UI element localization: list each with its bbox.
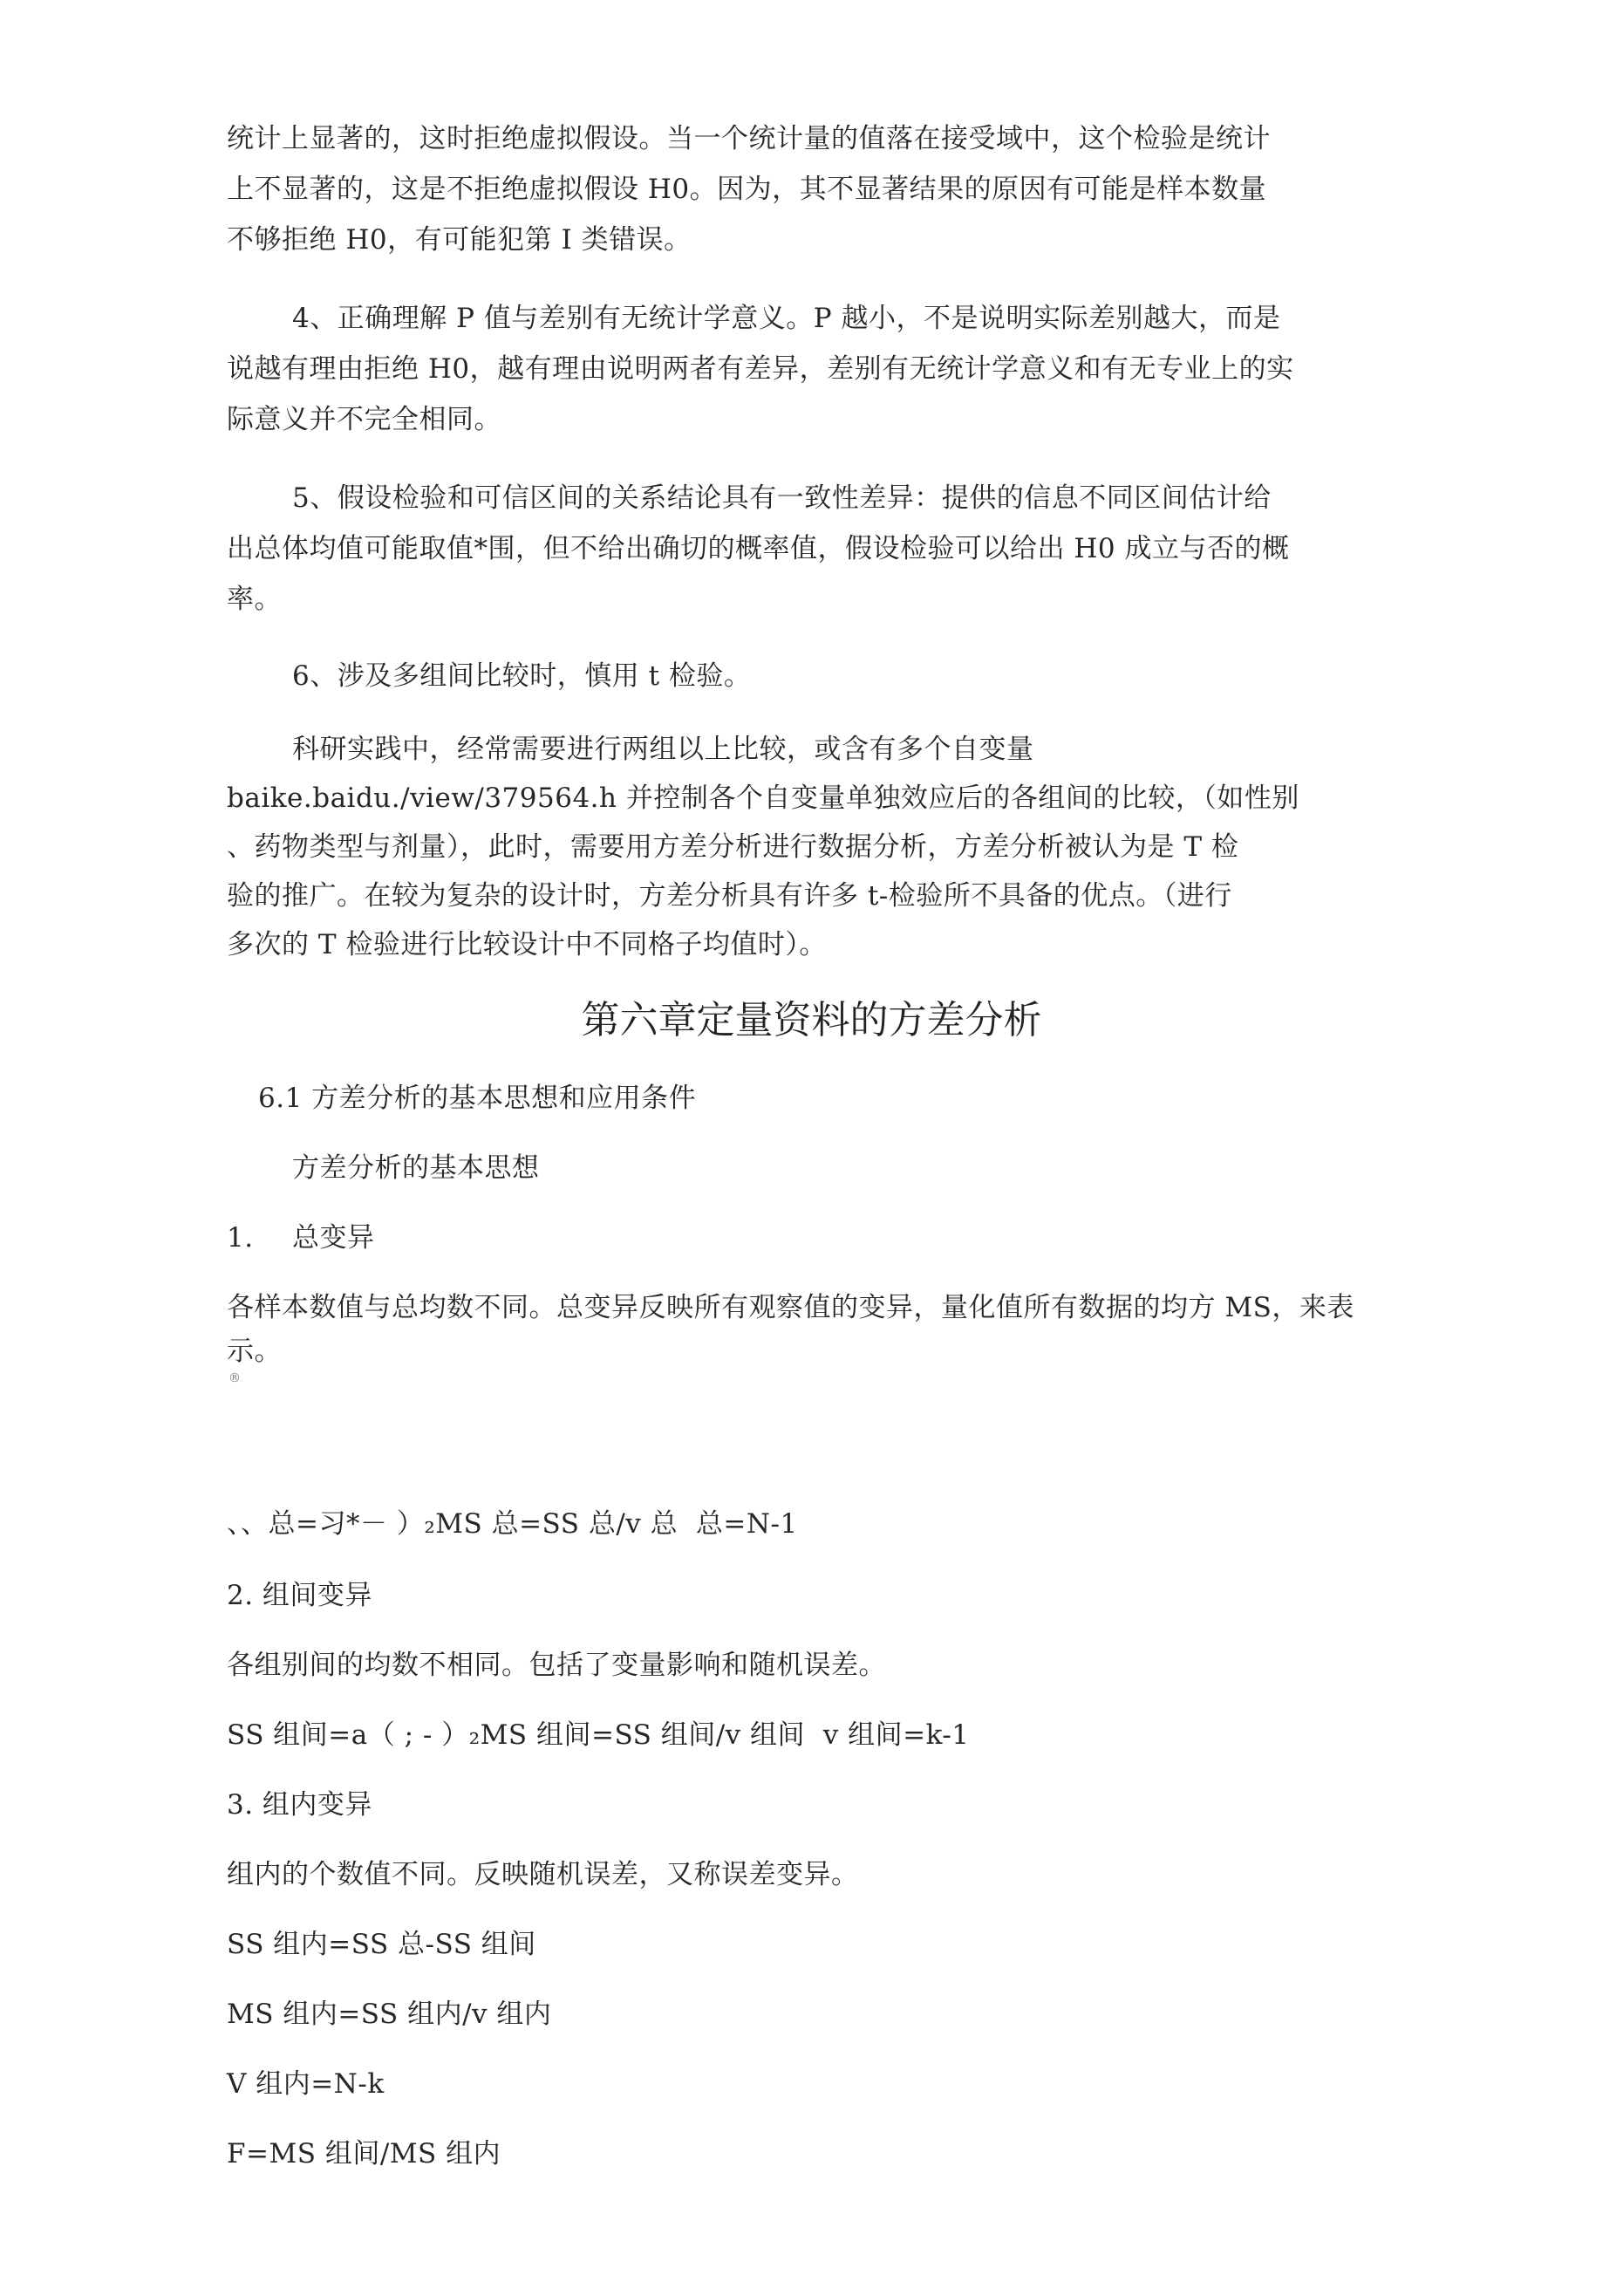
formula: V 组内=N-k	[227, 2068, 385, 2100]
subsection-heading: 方差分析的基本思想	[292, 1152, 540, 1184]
formula: SS 组间=a（ ; - ）₂MS 组间=SS 组间/v 组间 v 组间=k-1	[227, 1719, 970, 1751]
paragraph-line: 组内的个数值不同。反映随机误差，又称误差变异。	[227, 1859, 859, 1890]
paragraph-line: 验的推广。在较为复杂的设计时，方差分析具有许多 t-检验所不具备的优点。（进行	[227, 880, 1232, 912]
formula: F=MS 组间/MS 组内	[227, 2138, 501, 2170]
paragraph-line: 际意义并不完全相同。	[227, 404, 501, 435]
paragraph-line: 科研实践中，经常需要进行两组以上比较，或含有多个自变量	[292, 734, 1034, 765]
formula: MS 组内=SS 组内/v 组内	[227, 1999, 552, 2030]
formula: SS 组内=SS 总-SS 组间	[227, 1929, 536, 1960]
list-item-number: 1.	[227, 1222, 254, 1254]
paragraph-line: 各样本数值与总均数不同。总变异反映所有观察值的变异，量化值所有数据的均方 MS，来表	[227, 1292, 1354, 1323]
paragraph-line: 示。	[227, 1336, 282, 1367]
formula: 、、总=习*－ ）₂MS 总=SS 总/v 总 总=N-1	[227, 1508, 798, 1540]
list-item-label: 总变异	[292, 1222, 375, 1254]
paragraph-line: 各组别间的均数不相同。包括了变量影响和随机误差。	[227, 1650, 886, 1681]
paragraph-line: 5、假设检验和可信区间的关系结论具有一致性差异：提供的信息不同区间估计给	[292, 482, 1272, 514]
paragraph-line: 不够拒绝 H0，有可能犯第 I 类错误。	[227, 224, 692, 256]
list-item-heading: 2. 组间变异	[227, 1580, 372, 1611]
paragraph-line: 率。	[227, 584, 282, 615]
paragraph-line: 统计上显著的，这时拒绝虚拟假设。当一个统计量的值落在接受域中，这个检验是统计	[227, 123, 1271, 154]
section-heading: 6.1 方差分析的基本思想和应用条件	[258, 1083, 697, 1114]
paragraph-line: 说越有理由拒绝 H0，越有理由说明两者有差异，差别有无统计学意义和有无专业上的实	[227, 353, 1294, 385]
paragraph-line: baike.baidu./view/379564.h 并控制各个自变量单独效应后的各组间的比较，（如性别	[227, 782, 1299, 814]
paragraph-line: 6、涉及多组间比较时，慎用 t 检验。	[292, 660, 752, 692]
small-mark: ®	[228, 1371, 241, 1385]
paragraph-line: 上不显著的，这是不拒绝虚拟假设 H0。因为，其不显著结果的原因有可能是样本数量	[227, 174, 1267, 205]
paragraph-line: 4、正确理解 P 值与差别有无统计学意义。P 越小，不是说明实际差别越大，而是	[292, 303, 1281, 334]
chapter-title: 第六章定量资料的方差分析	[581, 998, 1042, 1042]
list-item-heading: 3. 组内变异	[227, 1789, 372, 1821]
paragraph-line: 出总体均值可能取值*围，但不给出确切的概率值，假设检验可以给出 H0 成立与否的概	[227, 533, 1290, 564]
paragraph-line: 多次的 T 检验进行比较设计中不同格子均值时）。	[227, 929, 827, 960]
paragraph-line: 、药物类型与剂量），此时，需要用方差分析进行数据分析，方差分析被认为是 T 检	[227, 831, 1239, 863]
